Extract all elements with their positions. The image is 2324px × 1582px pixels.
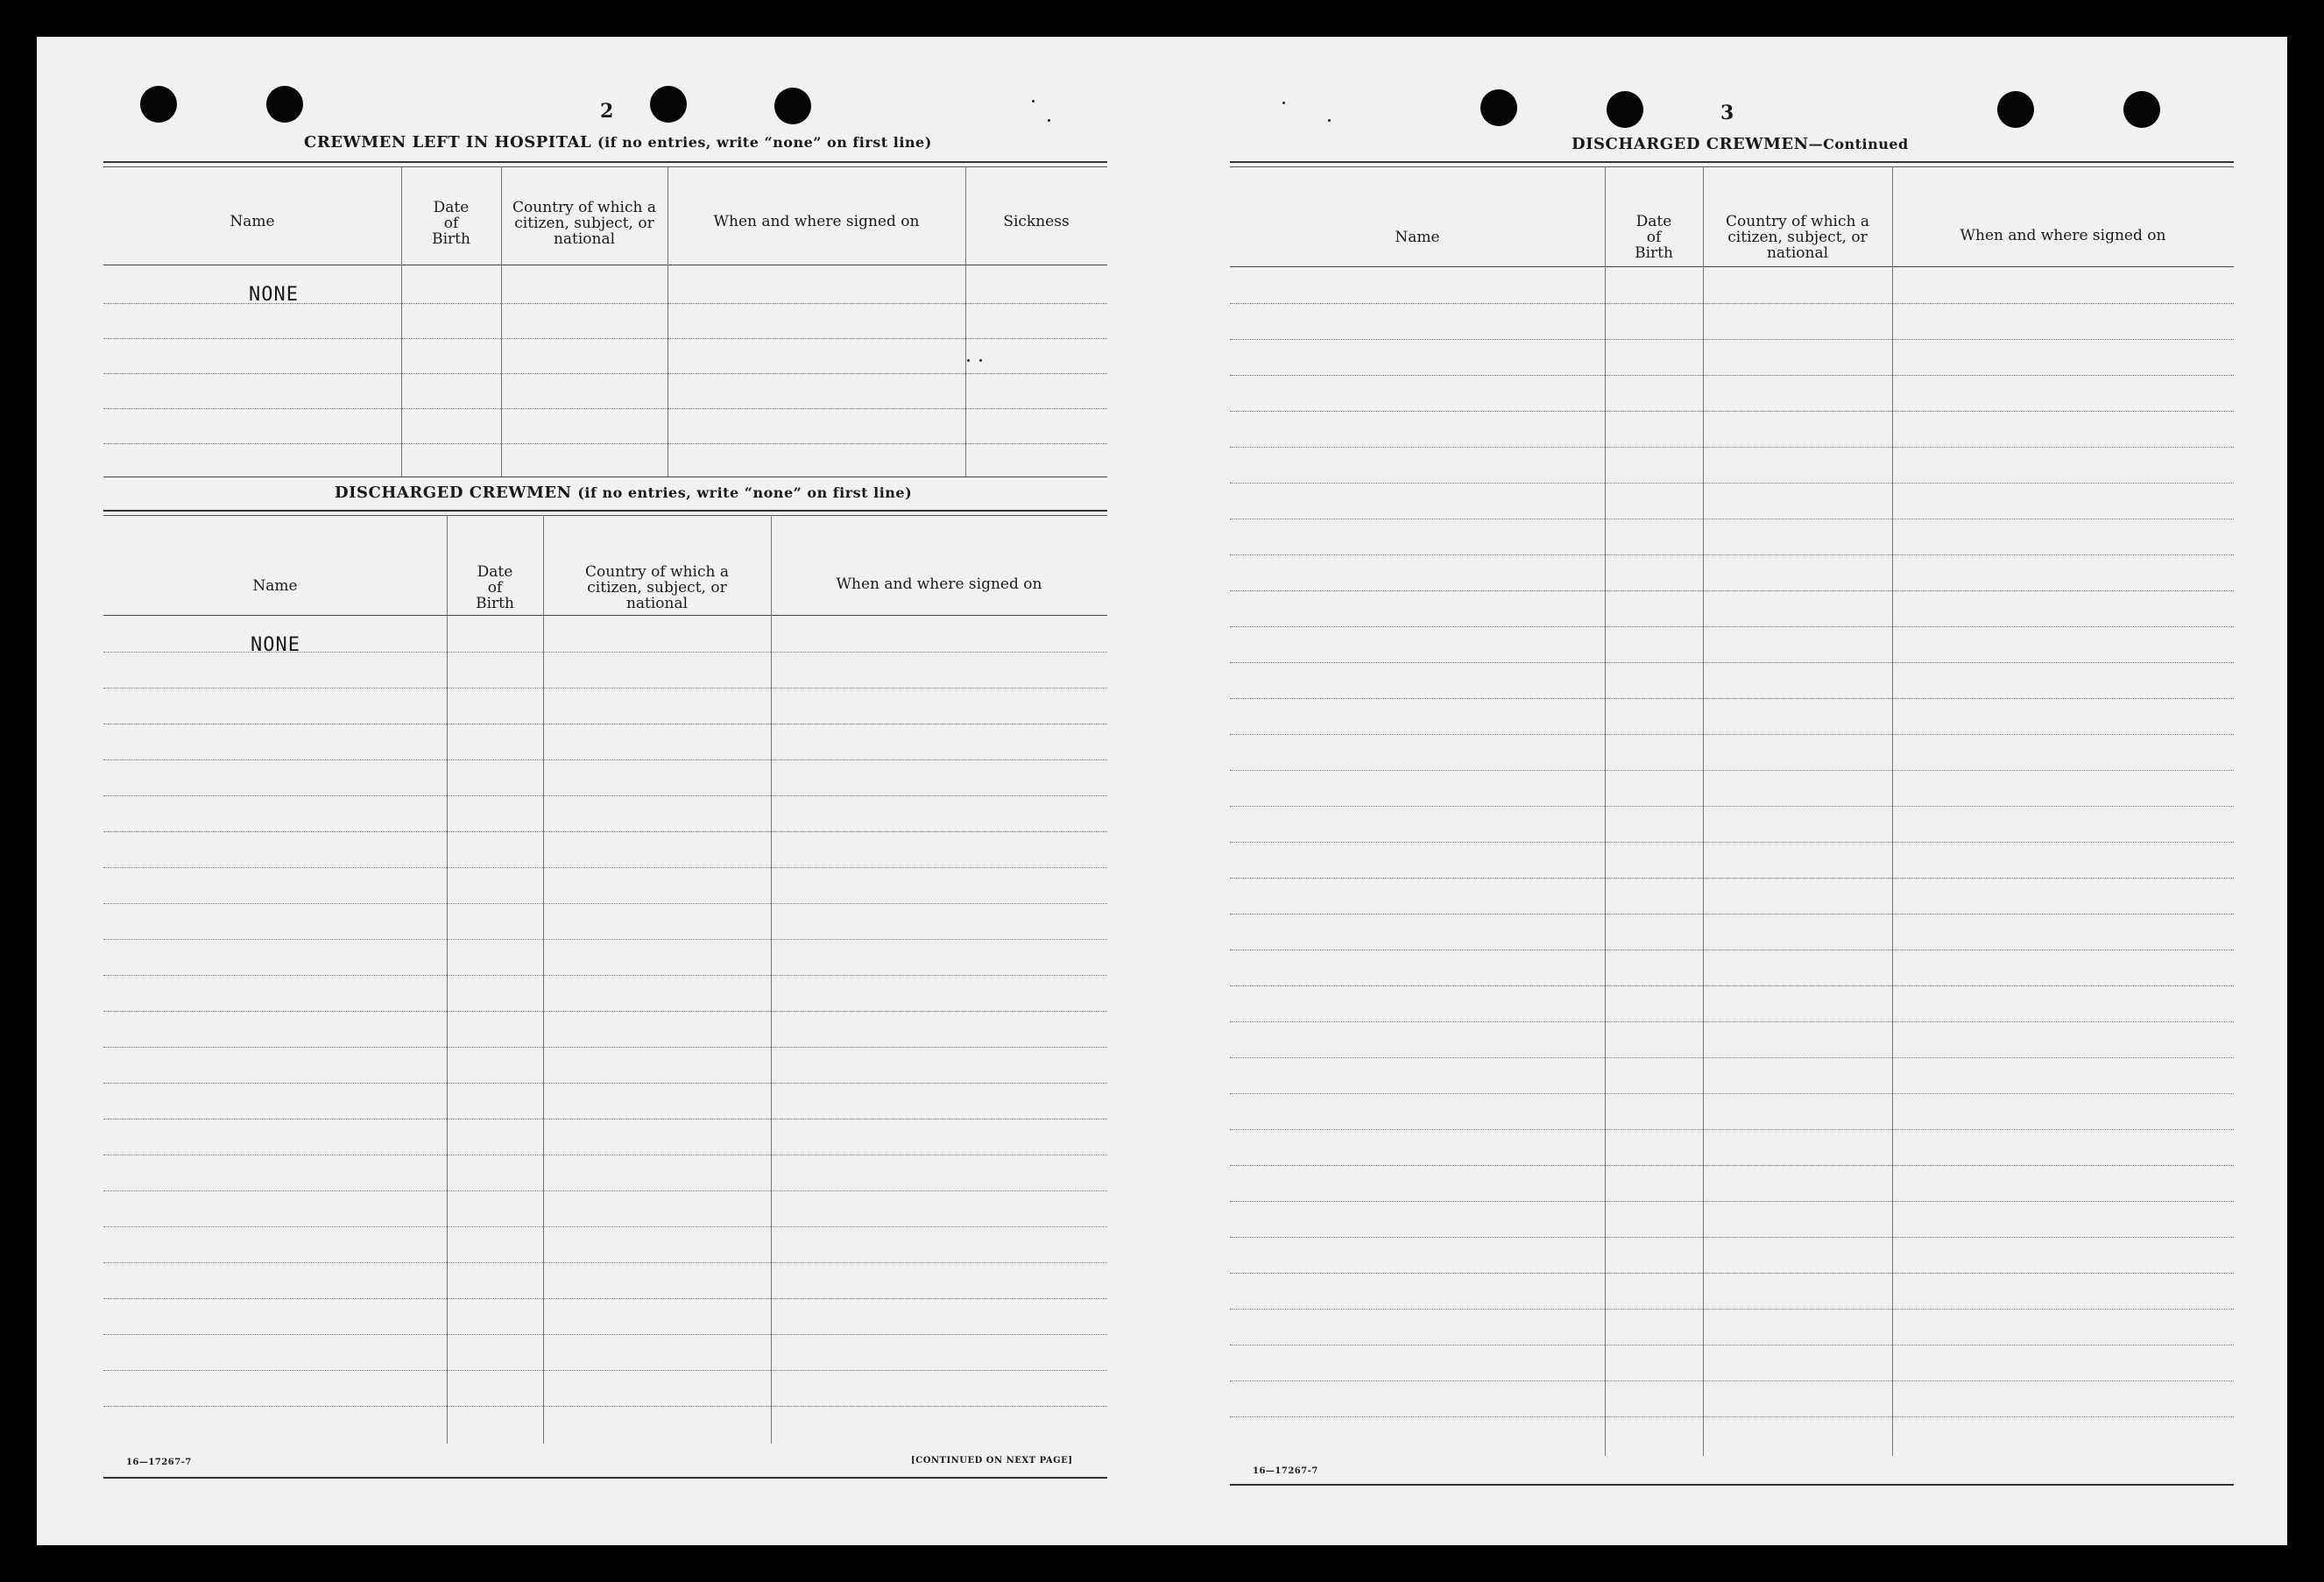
- discharged-continued-title: [1572, 135, 1909, 153]
- table-row: [103, 338, 1107, 339]
- page-number: 2: [600, 100, 614, 123]
- table-row: [103, 1190, 1107, 1191]
- form-number: 16—17267-7: [1253, 1466, 1318, 1476]
- table-row: [1230, 303, 2234, 304]
- header-name: Name: [1395, 229, 1440, 246]
- column-divider: [447, 515, 448, 1444]
- table-row: [1230, 1165, 2234, 1166]
- table-top-rule: [103, 161, 1107, 167]
- header-name: Name: [252, 577, 298, 595]
- header-name: Name: [230, 213, 275, 230]
- table-row: [1230, 1021, 2234, 1022]
- table-row: [1230, 698, 2234, 699]
- punch-hole: [774, 88, 811, 124]
- table-row: [103, 1083, 1107, 1084]
- table-row: [1230, 339, 2234, 340]
- header-sickness: Sickness: [1003, 213, 1070, 230]
- table-row: [103, 373, 1107, 374]
- column-divider: [543, 515, 544, 1444]
- column-divider: [771, 515, 772, 1444]
- table-top-rule: [103, 510, 1107, 516]
- table-row: [1230, 985, 2234, 986]
- header-country: Country of which a citizen, subject, or national: [585, 563, 729, 612]
- table-bottom-rule: [1230, 1484, 2234, 1486]
- table-row: [1230, 734, 2234, 735]
- punch-hole: [1607, 91, 1643, 128]
- document-sheet: [37, 37, 2287, 1545]
- table-row: [103, 1226, 1107, 1227]
- table-row: [103, 831, 1107, 832]
- punch-hole: [1480, 89, 1517, 126]
- table-row: [103, 1334, 1107, 1335]
- punch-hole: [650, 86, 687, 123]
- table-row: [103, 975, 1107, 976]
- table-row: [1230, 1309, 2234, 1310]
- header-when-where: When and where signed on: [1960, 227, 2166, 244]
- table-row: [103, 1370, 1107, 1371]
- table-row: [103, 1262, 1107, 1263]
- table-row: [103, 1047, 1107, 1048]
- table-row: [1230, 1273, 2234, 1274]
- table-row: [1230, 770, 2234, 771]
- punch-hole: [140, 86, 177, 123]
- header-date-of-birth: Date of Birth: [476, 563, 514, 612]
- table-row: [103, 903, 1107, 904]
- discharged-table: [103, 510, 1107, 1482]
- table-row: [1230, 411, 2234, 412]
- table-row: [103, 1011, 1107, 1012]
- speck: [1048, 119, 1050, 122]
- header-country: Country of which a citizen, subject, or national: [1726, 213, 1869, 262]
- hospital-title: CREWMEN LEFT IN HOSPITAL: [304, 133, 592, 152]
- table-row: [103, 867, 1107, 868]
- table-row: [103, 759, 1107, 760]
- header-date-of-birth: Date of Birth: [432, 199, 470, 248]
- table-row: [1230, 554, 2234, 555]
- speck: [1032, 100, 1035, 102]
- punch-hole: [1997, 91, 2034, 128]
- table-row: [1230, 1201, 2234, 1202]
- discharged-title-note: (if no entries, write “none” on first line): [577, 484, 913, 501]
- table-row: [103, 1406, 1107, 1407]
- discharged-first-entry: NONE: [251, 634, 300, 656]
- header-country: Country of which a citizen, subject, or national: [512, 199, 656, 248]
- hospital-first-entry: NONE: [249, 284, 299, 306]
- table-bottom-rule: [103, 1477, 1107, 1479]
- hospital-title-note: (if no entries, write “none” on first line): [597, 134, 932, 151]
- table-row: [103, 408, 1107, 409]
- speck: [1328, 119, 1331, 122]
- table-row: [103, 443, 1107, 444]
- header-bottom-rule: [103, 615, 1107, 616]
- table-row: [103, 1298, 1107, 1299]
- table-row: [1230, 842, 2234, 843]
- table-row: [1230, 1416, 2234, 1417]
- table-row: [1230, 626, 2234, 627]
- table-row: [1230, 1237, 2234, 1238]
- table-row: [103, 939, 1107, 940]
- header-date-of-birth: Date of Birth: [1635, 213, 1673, 262]
- table-row: [103, 795, 1107, 796]
- hospital-table: [103, 161, 1107, 499]
- table-row: [1230, 375, 2234, 376]
- speck: [1282, 102, 1285, 104]
- punch-hole: [266, 86, 303, 123]
- table-row: [1230, 483, 2234, 484]
- table-row: [1230, 878, 2234, 879]
- table-row: [1230, 590, 2234, 591]
- discharged-continued-title-main: DISCHARGED CREWMEN: [1572, 135, 1809, 153]
- table-row: [1230, 914, 2234, 915]
- table-row: [1230, 447, 2234, 448]
- continued-note: [CONTINUED ON NEXT PAGE]: [911, 1456, 1073, 1465]
- discharged-title: DISCHARGED CREWMEN: [335, 484, 572, 502]
- discharged-section-title: [335, 484, 912, 502]
- header-bottom-rule: [1230, 266, 2234, 267]
- column-divider: [1605, 166, 1606, 1456]
- table-row: [1230, 662, 2234, 663]
- table-top-rule: [1230, 161, 2234, 167]
- table-row: [103, 688, 1107, 689]
- hospital-section-title: [304, 133, 932, 152]
- discharged-continued-suffix: —Continued: [1808, 136, 1909, 152]
- punch-hole: [2123, 91, 2160, 128]
- discharged-continued-table: [1230, 161, 2234, 1493]
- header-when-where: When and where signed on: [713, 213, 920, 230]
- page-number: 3: [1720, 102, 1734, 124]
- column-divider: [1892, 166, 1893, 1456]
- form-number: 16—17267-7: [126, 1458, 192, 1467]
- column-divider: [1703, 166, 1704, 1456]
- table-row: [1230, 806, 2234, 807]
- table-row: [1230, 1057, 2234, 1058]
- header-when-where: When and where signed on: [836, 576, 1042, 593]
- table-row: [1230, 1093, 2234, 1094]
- table-row: [1230, 1129, 2234, 1130]
